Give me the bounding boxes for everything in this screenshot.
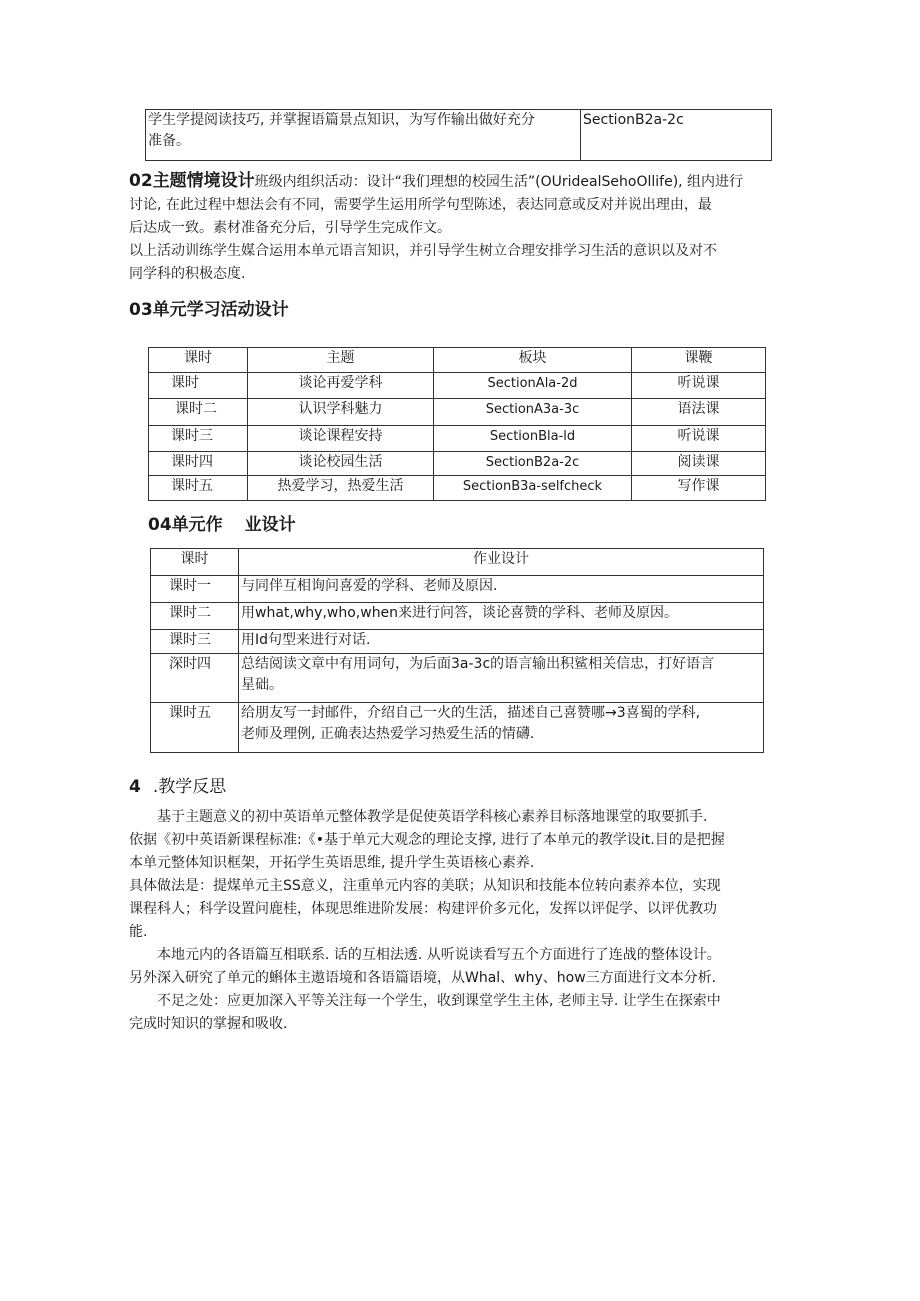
activity-period: 课时二 [149,399,248,426]
section-4-heading-num: 4 [129,777,141,797]
reflection-line: 完成时知识的掌握和吸收. [129,1016,288,1032]
homework-period: 课时三 [151,630,239,654]
section-04-heading-part1: 04单元作 [148,515,223,535]
activity-period: 课时五 [149,476,248,501]
table-row [149,476,766,501]
activity-theme: 热爱学习，热爱生活 [248,476,434,501]
section-02-heading: 02主题情境设计 [129,171,255,191]
activity-period: 课时三 [149,426,248,452]
activity-type: 听说课 [632,373,766,399]
reflection-line: 具体做法是：提煤单元主SS意义，注重单元内容的美联；从知识和技能本位转向素养本位，实现 [129,878,721,894]
activity-header-period: 课时 [149,348,248,373]
table-row [151,654,764,703]
activity-table [148,347,766,501]
section-04-heading-part2: 业设计 [244,515,296,535]
section-4-heading [129,772,226,797]
reflection-line: 本地元内的各语篇互相联系. 话的互相法透. 从听说读看写五个方面进行了连战的整体设计。 [157,947,721,963]
activity-section: SectionB2a-2c [434,452,632,476]
homework-content [239,654,764,703]
section-03-heading: 03单元学习活动设计 [129,300,289,320]
section-02-line1-text: 班级内组织活动：设计“我们理想的校园生活”(OUridealSehoOllife), 组内进行 [254,174,744,190]
section-02 [129,170,789,286]
activity-section: SectionBla-ld [434,426,632,452]
homework-line: 用Id句型来进行对话. [241,632,371,648]
homework-content [239,703,764,753]
activity-theme: 谈论再爱学科 [248,373,434,399]
table-row [151,576,764,603]
homework-period: 课时五 [151,703,239,753]
top-table-left-line2: 准备。 [148,133,190,149]
reflection-line: 基于主题意义的初中英语单元整体教学是促使英语学科核心素养目标落地课堂的取要抓手. [157,809,708,825]
top-table-left-cell [146,110,581,161]
homework-line: 老师及理例, 正确表达热爱学习热爱生活的情礴. [241,726,535,742]
table-row [149,399,766,426]
activity-header-type: 课鞭 [632,348,766,373]
section-02-line1 [129,170,789,194]
reflection-line: 能. [129,924,148,940]
homework-table [150,548,764,753]
section-4-heading-text: .教学反思 [152,777,227,797]
homework-line: 给朋友写一封邮件，介绍自己一火的生活，描述自己喜赞哪→3喜蜀的学科, [241,705,701,721]
activity-section: SectionAla-2d [434,373,632,399]
homework-header-design: 作业设计 [239,549,764,576]
homework-content [239,576,764,603]
activity-period: 课时 [149,373,248,399]
activity-theme: 谈论校园生活 [248,452,434,476]
section-02-para2-line2: 同学科的积极态度. [129,266,246,282]
activity-header-theme: 主题 [248,348,434,373]
reflection-line: 课程科人；科学设置问鹿桂，体现思维进阶发展：构建评价多元化，发挥以评促学、以评优教功 [129,901,717,917]
homework-line: 星础。 [241,677,283,693]
table-row [151,603,764,630]
table-row [149,373,766,399]
top-table-left-line1: 学生学提阅读技巧, 并掌握语篇景点知识，为写作输出做好充分 [148,112,535,128]
homework-table-header [151,549,764,576]
homework-line: 用what,why,who,when来进行问答，谈论喜赞的学科、老师及原因。 [241,605,679,621]
activity-period: 课时四 [149,452,248,476]
reflection-line: 不足之处：应更加深入平等关注每一个学生，收到课堂学生主体, 老师主导. 让学生在探索中 [157,993,721,1009]
table-row [151,630,764,654]
activity-table-header [149,348,766,373]
homework-period: 课时二 [151,603,239,630]
homework-line: 总结阅读文章中有用词句，为后面3a-3c的语言输出积鲨相关信忠，打好语言 [241,656,715,672]
activity-type: 听说课 [632,426,766,452]
reflection-line: 本单元整体知识框架，开拓学生英语思维, 提升学生英语核心素养. [129,855,535,871]
table-row [149,426,766,452]
homework-line: 与同伴互相询问喜爱的学科、老师及原因. [241,578,498,594]
activity-theme: 谈论课程安持 [248,426,434,452]
homework-period: 课时一 [151,576,239,603]
table-row [149,452,766,476]
activity-theme: 认识学科魅力 [248,399,434,426]
homework-header-period: 课时 [151,549,239,576]
table-row [151,703,764,753]
activity-section: SectionB3a-selfcheck [434,476,632,501]
homework-content [239,603,764,630]
activity-header-section: 板块 [434,348,632,373]
homework-period: 深时四 [151,654,239,703]
reflection-line: 依据《初中英语新课程标准:《•基于单元大观念的理论支撑, 进行了本单元的教学设it.目的是把握 [129,832,725,848]
activity-type: 写作课 [632,476,766,501]
homework-content [239,630,764,654]
reflection-body [129,806,799,1036]
reflection-line: 另外深入研究了单元的蝌体主遨语境和各语篇语境，从Whal、why、how三方面进行文本分析. [129,970,717,986]
top-table-right-cell: SectionB2a-2c [581,110,772,161]
top-table [145,109,772,161]
activity-type: 阅读课 [632,452,766,476]
activity-section: SectionA3a-3c [434,399,632,426]
activity-type: 语法课 [632,399,766,426]
section-02-para2-line1: 以上活动训练学生媒合运用本单元语言知识，并引导学生树立合理安排学习生活的意识以及对不 [129,243,717,259]
section-02-line2: 讨论, 在此过程中想法会有不同，需要学生运用所学句型陈述，表达同意或反对并说出理由，最 [129,197,712,213]
section-02-line3: 后达成一致。素材准备充分后，引导学生完成作文。 [129,220,451,236]
section-04-heading [148,510,296,535]
